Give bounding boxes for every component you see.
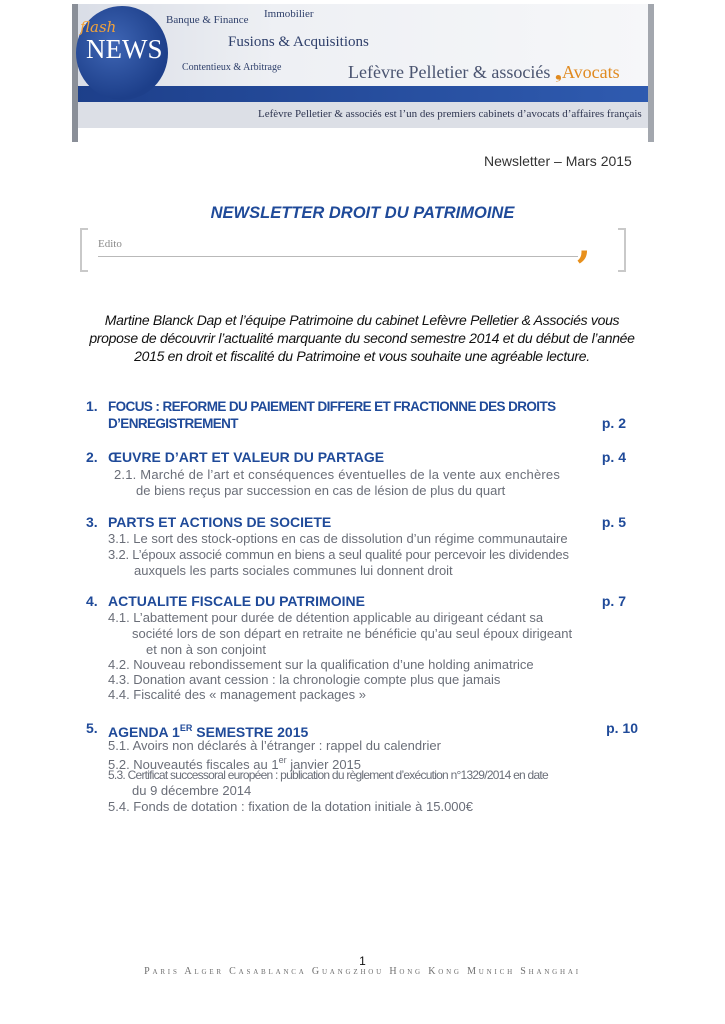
edito-divider <box>98 256 578 257</box>
toc-item-2 <box>86 449 626 466</box>
page-number: 1 <box>359 954 366 968</box>
firm-name: Lefèvre Pelletier & associés <box>348 62 551 82</box>
toc-subitem: 5.1. Avoirs non déclarés à l’étranger : rappel du calendrier <box>108 738 441 753</box>
toc-number: 1. <box>86 398 98 414</box>
toc-number: 4. <box>86 593 98 609</box>
toc-subitem-cont: et non à son conjoint <box>146 642 266 657</box>
toc-page: p. 2 <box>601 415 626 431</box>
banner-right-edge <box>648 4 654 142</box>
firm-logo-text <box>348 62 620 83</box>
toc-title-part: AGENDA 1 <box>108 724 180 740</box>
toc-subitem: 4.3. Donation avant cession : la chronologie compte plus que jamais <box>108 672 501 687</box>
page-title: NEWSLETTER DROIT DU PATRIMOINE <box>210 204 515 222</box>
toc-title: FOCUS : REFORME DU PAIEMENT DIFFERE ET FRACTIONNE DES DROITS D’ENREGISTREMENT <box>108 399 556 431</box>
toc-subitem-cont: société lors de son départ en retraite ne bénéficie qu’au seul époux dirigeant <box>132 626 573 641</box>
toc-subitem-sup: er <box>278 755 287 765</box>
toc-number: 3. <box>86 514 98 530</box>
newsletter-date: Newsletter – Mars 2015 <box>484 153 632 169</box>
toc-subitem: 4.1. L’abattement pour durée de détention applicable au dirigeant cédant sa <box>108 610 544 625</box>
toc-subitem: 5.4. Fonds de dotation : fixation de la dotation initiale à 15.000€ <box>108 799 473 814</box>
footer-cities: Paris Alger Casablanca Guangzhou Hong Kong Munich Shanghai <box>144 966 581 977</box>
toc-number: 2. <box>86 449 98 465</box>
banner-left-edge <box>72 4 78 142</box>
toc-subitem: 3.1. Le sort des stock-options en cas de dissolution d’un régime communautaire <box>108 531 568 546</box>
toc-subitem: 3.2. L’époux associé commun en biens a seul qualité pour percevoir les dividendes <box>108 547 569 562</box>
banner-blue-bar <box>72 86 654 102</box>
firm-accent <box>555 62 620 82</box>
logo-news-text: NEWS <box>86 34 163 64</box>
toc-item-5 <box>86 720 638 740</box>
banner-tagline: Lefèvre Pelletier & associés est l’un des premiers cabinets d’avocats d’affaires français <box>258 108 642 120</box>
toc-subitem-part: janvier 2015 <box>286 757 362 772</box>
category-immobilier: Immobilier <box>264 8 314 20</box>
toc-page: p. 7 <box>601 593 626 609</box>
edito-right-bracket <box>618 228 626 272</box>
toc-title-sup: ER <box>179 723 193 733</box>
logo-flash-text: flash <box>80 18 117 36</box>
toc-item-4 <box>86 593 626 610</box>
toc-subitem: 5.3. Certificat successoral européen : publication du règlement d’exécution n°1329/2014 en date <box>108 768 548 782</box>
toc-subitem-cont: du 9 décembre 2014 <box>132 783 252 798</box>
category-banque-finance: Banque & Finance <box>166 14 249 26</box>
intro-paragraph: Martine Blanck Dap et l’équipe Patrimoine du cabinet Lefèvre Pelletier & Associés vous propose de découvrir l’actualité marquante du second semestre 2014 et du début de l’année 2015 en droit et fiscalité du Patrimoine et vous souhaite une agréable lecture. <box>89 312 635 364</box>
firm-accent-label: Avocats <box>561 62 620 82</box>
toc-title: ŒUVRE D’ART ET VALEUR DU PARTAGE <box>108 449 385 465</box>
toc-page: p. 5 <box>601 514 626 530</box>
toc-number: 5. <box>86 720 98 736</box>
toc-subitem-part: 5.2. Nouveautés fiscales au 1 <box>108 757 279 772</box>
edito-box <box>80 220 626 270</box>
toc-subitem: 4.2. Nouveau rebondissement sur la qualification d’une holding animatrice <box>108 657 534 672</box>
header-banner <box>72 4 654 142</box>
category-contentieux-arbitrage: Contentieux & Arbitrage <box>182 62 282 73</box>
toc-page: p. 10 <box>606 720 638 736</box>
toc-title: PARTS ET ACTIONS DE SOCIETE <box>108 514 332 530</box>
toc-subitem-cont: auxquels les parts sociales communes lui donnent droit <box>134 563 453 578</box>
accent-mark-icon: ❟ <box>554 62 562 82</box>
toc-subitem: 2.1. Marché de l’art et conséquences éventuelles de la vente aux enchères <box>114 467 561 482</box>
toc-subitem-cont: de biens reçus par succession en cas de lésion de plus du quart <box>136 483 506 498</box>
edito-left-bracket <box>80 228 88 272</box>
quote-mark-icon: , <box>577 220 591 267</box>
toc-page: p. 4 <box>601 449 626 465</box>
toc-title-part: SEMESTRE 2015 <box>192 724 309 740</box>
toc-title: ACTUALITE FISCALE DU PATRIMOINE <box>108 593 365 609</box>
category-fusions-acquisitions: Fusions & Acquisitions <box>228 34 369 50</box>
toc-item-3 <box>86 514 626 531</box>
edito-label: Edito <box>98 238 122 250</box>
toc-subitem: 4.4. Fiscalité des « management packages » <box>108 687 366 702</box>
toc-item-1 <box>86 398 626 434</box>
